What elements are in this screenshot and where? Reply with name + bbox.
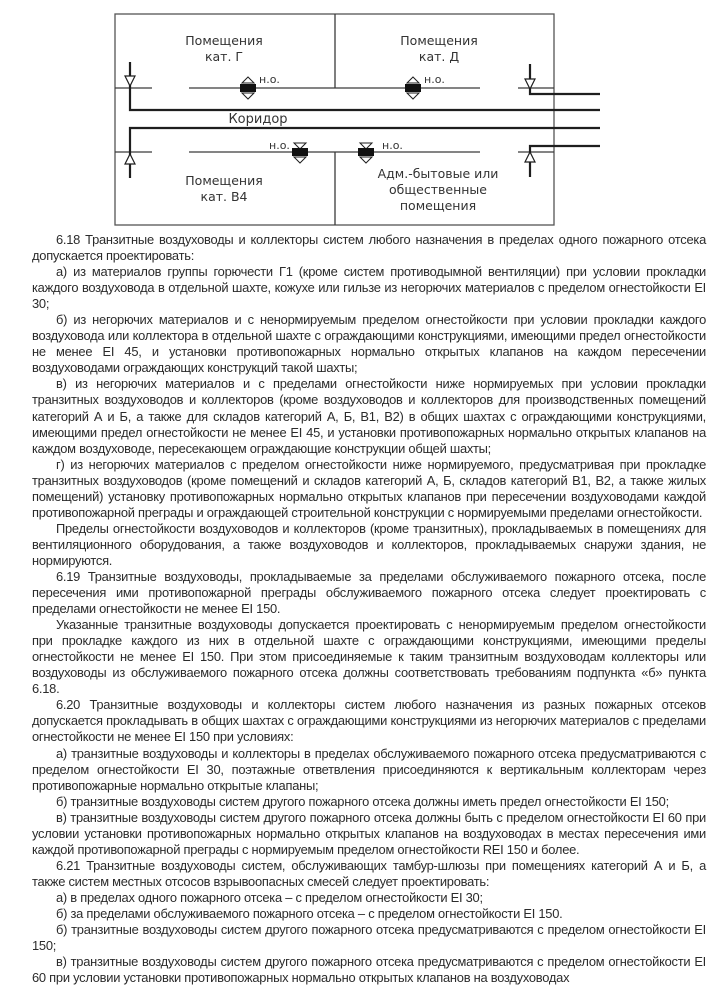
paragraph-6-19: 6.19 Транзитные воздуховоды, прокладываемые за пределами обслуживаемого пожарного отсека, после пересечения ими противопожарной преграды обслуживаемого пожарного отсека следует проектировать с пределами огнестойкости не менее EI 150. bbox=[32, 568, 706, 617]
room-label: Адм.-бытовые или bbox=[377, 166, 499, 181]
building-walls bbox=[115, 14, 554, 225]
paragraph-6-21: 6.21 Транзитные воздуховоды систем, обслуживающих тамбур-шлюзы при помещениях категорий А и Б, а также систем местных отсосов взрывоопасных смесей следует проектировать: bbox=[32, 857, 706, 889]
document-body bbox=[32, 232, 706, 986]
paragraph-6-21-b2: б) транзитные воздуховоды систем другого пожарного отсека предусматриваются с пределом огнестойкости EI 150; bbox=[32, 922, 706, 954]
room-label: Помещения bbox=[185, 173, 263, 188]
paragraph-6-18-b: б) из негорючих материалов и с ненормируемым пределом огнестойкости при условии прокладки каждого воздуховода или коллектора в отдельной шахте с ограждающими конструкциями, имеющими предел огнестойкости не менее EI 45, и установки противопожарных нормально открытых клапанов на каждом пересечении воздуховодами ограждающих конструкций такой шахты; bbox=[32, 312, 706, 376]
fire-damper-icon bbox=[405, 77, 421, 99]
paragraph-6-18-v: в) из негорючих материалов и с пределами огнестойкости ниже нормируемых при условии прокладки транзитных воздуховодов и коллекторов (кроме воздуховодов и коллекторов для производственных помещений категорий А и Б, а также для складов категорий А, Б, В1, В2) в общих шахтах с ограждающими конструкциями, имеющими предел огнестойкости не менее EI 45, и установки противопожарных нормально открытых клапанов на каждом воздуховоде, пересекающем ограждающие конструкции общей шахты; bbox=[32, 376, 706, 456]
ventilation-duct-diagram bbox=[0, 0, 720, 232]
room-label: кат. Г bbox=[204, 49, 244, 64]
paragraph-6-19-note: Указанные транзитные воздуховоды допускается проектировать с ненормируемым пределом огнестойкости при прокладке каждого из них в отдельной шахте с ограждающими конструкциями, имеющими пределы огнестойкости не менее EI 150. При этом присоединяемые к таким транзитным воздуховодам коллекторы или воздуховоды из обслуживаемого пожарного отсека должны соответствовать требованиям подпункта «б» пункта 6.18. bbox=[32, 617, 706, 697]
room-label: Помещения bbox=[185, 33, 263, 48]
arrow-up-icon bbox=[125, 154, 135, 164]
fire-damper-icon bbox=[240, 77, 256, 99]
paragraph-6-21-v: в) транзитные воздуховоды систем другого пожарного отсека предусматриваются с пределом огнестойкости EI 60 при условии установки противопожарных нормально открытых клапанов на воздуховодах bbox=[32, 954, 706, 986]
paragraph-6-18-note: Пределы огнестойкости воздуховодов и коллекторов (кроме транзитных), прокладываемых в помещениях для вентиляционного оборудования, а также воздуховодов и коллекторов, прокладываемых снаружи здания, не нормируются. bbox=[32, 520, 706, 568]
paragraph-6-18: 6.18 Транзитные воздуховоды и коллекторы систем любого назначения в пределах одного пожарного отсека допускается проектировать: bbox=[32, 232, 706, 264]
paragraph-6-20-v: в) транзитные воздуховоды систем другого пожарного отсека должны быть с пределом огнестойкости EI 60 при условии установки противопожарных нормально открытых клапанов на воздуховодах в местах пересечения ими каждой противопожарной преграды с нормируемым пределом огнестойкости REI 150 и более. bbox=[32, 809, 706, 857]
paragraph-6-20-b: б) транзитные воздуховоды систем другого пожарного отсека должны иметь предел огнестойкости EI 150; bbox=[56, 793, 669, 809]
valve-label: н.о. bbox=[382, 139, 403, 152]
arrow-down-icon bbox=[125, 76, 135, 86]
room-label: общественные bbox=[389, 182, 487, 197]
corridor-label: Коридор bbox=[228, 112, 288, 127]
arrow-up-icon bbox=[525, 152, 535, 162]
paragraph-6-18-a: а) из материалов группы горючести Г1 (кроме систем противодымной вентиляции) при условии прокладки каждого воздуховода в отдельной шахте, кожухе или гильзе из негорючих материалов с пределом огнестойкости EI 30; bbox=[32, 264, 706, 312]
flow-arrows bbox=[125, 76, 535, 164]
paragraph-6-20-a: а) транзитные воздуховоды и коллекторы в пределах обслуживаемого пожарного отсека предусматриваются с пределом огнестойкости EI 30, поэтажные ответвления присоединяются к вертикальным коллекторам через противопожарные нормально открытые клапаны; bbox=[32, 745, 706, 793]
room-label: кат. Д bbox=[418, 49, 460, 64]
valve-label: н.о. bbox=[269, 139, 290, 152]
paragraph-6-21-b: б) за пределами обслуживаемого пожарного отсека – с пределом огнестойкости EI 150. bbox=[56, 905, 563, 921]
fire-damper-icon bbox=[358, 143, 374, 163]
valve-label: н.о. bbox=[424, 73, 445, 86]
room-label: помещения bbox=[399, 198, 477, 213]
fire-damper-icon bbox=[292, 143, 308, 163]
room-label: Помещения bbox=[400, 33, 478, 48]
paragraph-6-20: 6.20 Транзитные воздуховоды и коллекторы систем любого назначения из разных пожарных отсеков допускается прокладывать в общих шахтах с ограждающими конструкциями из негорючих материалов с пределами огнестойкости не менее EI 150 при условиях: bbox=[32, 697, 706, 745]
paragraph-6-18-g: г) из негорючих материалов с пределом огнестойкости ниже нормируемого, предусматривая при прокладке транзитных воздуховодов (кроме помещений и складов категорий А, Б, складов категорий В1, В2, а также жилых помещений) установку противопожарных нормально открытых клапанов при пересечении воздуховодами каждой противопожарной преграды и ограждающей строительной конструкции с нормируемыми пределами огнестойкости. bbox=[32, 456, 706, 520]
room-label: кат. В4 bbox=[200, 189, 248, 204]
paragraph-6-21-a: а) в пределах одного пожарного отсека – с пределом огнестойкости EI 30; bbox=[56, 889, 483, 905]
valve-label: н.о. bbox=[259, 73, 280, 86]
